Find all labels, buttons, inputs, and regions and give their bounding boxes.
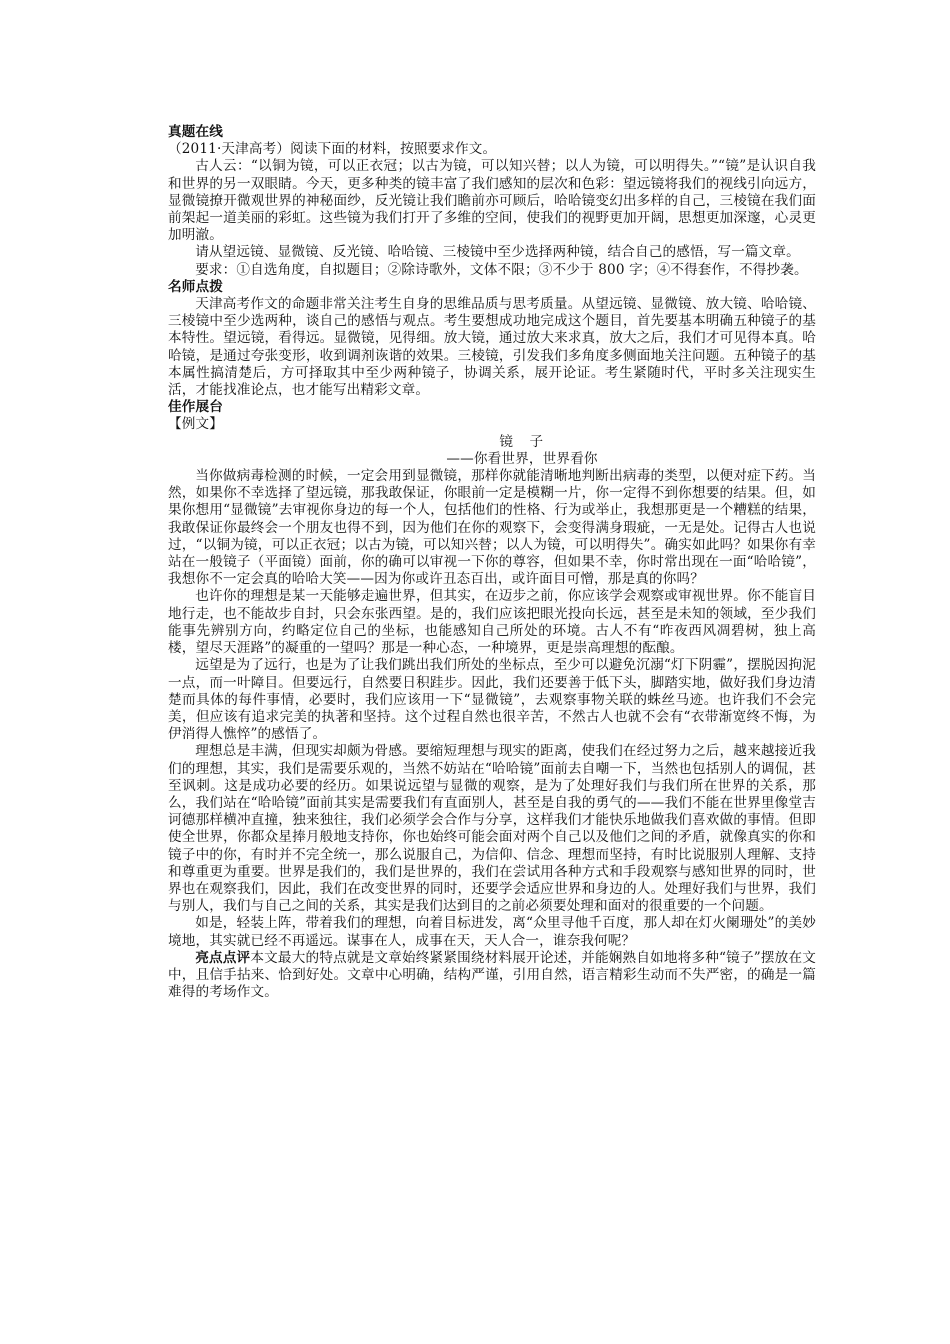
document-page <box>168 124 816 1001</box>
review-text: 本文最大的特点就是文章始终紧紧围绕材料展开论述，并能娴熟自如地将多种“镜子”摆放在文中，且信手拈来、恰到好处。文章中心明确，结构严谨，引用自然，语言精彩生动而不失严密，的确是一篇难得的考场作文。 <box>168 949 816 1001</box>
review-label: 亮点点评 <box>195 949 251 966</box>
article-title: 镜 子 <box>499 433 545 450</box>
section-title-zhenti: 真题在线 <box>168 124 223 140</box>
prompt-requirements: 要求：①自选角度，自拟题目；②除诗歌外，文体不限；③不少于 800 字；④不得套作，不得抄袭。 <box>195 261 808 278</box>
article-paragraph-5: 如是，轻装上阵，带着我们的理想，向着目标进发，离“众里寻他千百度，那人却在灯火阑珊处”的美妙境地，其实就已经不再遥远。谋事在人，成事在天，天人合一，谁奈我何呢？ <box>168 915 816 949</box>
section-title-mingshi: 名师点拨 <box>168 278 223 295</box>
article-paragraph-3: 远望是为了远行，也是为了让我们跳出我们所处的坐标点，至少可以避免沉溺“灯下阴霾”，摆脱因拘泥一点，而一叶障目。但要远行，自然要日积跬步。因此，我们还要善于低下头，脚踏实地，做好我们身边清楚而具体的每件事情，必要时，我们应该用一下“显微镜”，去观察事物关联的蛛丝马迹。也许我们不会完美，但应该有追求完美的执著和坚持。这个过程自然也很辛苦，不然古人也就不会有“衣带渐宽终不悔，为伊消得人憔悴”的感悟了。 <box>168 657 816 743</box>
example-tag: 【例文】 <box>168 416 223 433</box>
review-paragraph <box>168 950 816 1002</box>
article-paragraph-1: 当你做病毒检测的时候，一定会用到显微镜，那样你就能清晰地判断出病毒的类型，以便对症下药。当然，如果你不幸选择了望远镜，那我敢保证，你眼前一定是模糊一片，你一定得不到你想要的结果。但，如果你想用“显微镜”去审视你身边的每一个人，包括他们的性格、行为或举止，我想那更是一个糟糕的结果，我敢保证你最终会一个朋友也得不到，因为他们在你的观察下，会变得满身瑕疵，一无是处。记得古人也说过，“以铜为镜，可以正衣冠；以古为镜，可以知兴替；以人为镜，可以明得失”。确实如此吗？如果你有幸站在一般镜子（平面镜）面前，你的确可以审视一下你的尊容，但如果不幸，你时常出现在一面“哈哈镜”，我想你不一定会真的哈哈大笑——因为你或许丑态百出，或许面目可憎，那是真的你吗？ <box>168 468 816 588</box>
prompt-material: 古人云：“以铜为镜，可以正衣冠；以古为镜，可以知兴替；以人为镜，可以明得失。”“镜”是认识自我和世界的另一双眼睛。今天，更多种类的镜丰富了我们感知的层次和色彩：望远镜将我们的视线引向远方，显微镜撩开微观世界的神秘面纱，反光镜让我们瞻前亦可顾后，哈哈镜变幻出多样的自己，三棱镜在我们面前架起一道美丽的彩虹。这些镜为我们打开了多维的空间，使我们的视野更加开阔，思想更加深邃，心灵更加明澈。 <box>168 158 816 244</box>
teacher-guidance: 天津高考作文的命题非常关注考生自身的思维品质与思考质量。从望远镜、显微镜、放大镜、哈哈镜、三棱镜中至少选两种，谈自己的感悟与观点。考生要想成功地完成这个题目，首先要基本明确五种镜子的基本特性。望远镜，看得远。显微镜，见得细。放大镜，通过放大来求真，放大之后，我们才可见得本真。哈哈镜，是通过夸张变形，收到调剂诙谐的效果。三棱镜，引发我们多角度多侧面地关注问题。五种镜子的基本属性搞清楚后，方可择取其中至少两种镜子，协调关系，展开论证。考生紧随时代，平时多关注现实生活，才能找准论点，也才能写出精彩文章。 <box>168 296 816 399</box>
article-paragraph-4: 理想总是丰满，但现实却颇为骨感。要缩短理想与现实的距离，使我们在经过努力之后，越来越接近我们的理想，其实，我们是需要乐观的，当然不妨站在“哈哈镜”面前去自嘲一下，当然也包括别人的调侃，甚至讽刺。这是成功必要的经历。如果说远望与显微的观察，是为了处理好我们与我们所在世界的关系，那么，我们站在“哈哈镜”面前其实是需要我们有直面别人，甚至是自我的勇气的——我们不能在世界里像堂吉诃德那样横冲直撞，独来独往，我们必须学会合作与分享，这样我们才能快乐地做我们喜欢做的事情。但即使全世界，你都众星捧月般地支持你，你也始终可能会面对两个自己以及他们之间的矛盾，就像真实的你和镜子中的你，有时并不完全统一，那么说服自己，为信仰、信念、理想而坚持，有时比说服别人理解、支持和尊重更为重要。世界是我们的，我们是世界的，我们在尝试用各种方式和手段观察与感知世界的同时，世界也在观察我们，因此，我们在改变世界的同时，还要学会适应世界和身边的人。处理好我们与世界，我们与别人，我们与自己之间的关系，其实是我们达到目的之前必须要处理和面对的很重要的一个问题。 <box>168 743 816 915</box>
article-paragraph-2: 也许你的理想是某一天能够走遍世界，但其实，在迈步之前，你应该学会观察或审视世界。你不能盲目地行走，也不能故步自封，只会东张西望。是的，我们应该把眼光投向长远，甚至是未知的领域，至少我们能事先辨别方向，约略定位自己的坐标，也能感知自己所处的环境。古人不有“昨夜西风凋碧树，独上高楼，望尽天涯路”的凝重的一望吗？那是一种心态，一种境界，更是崇高理想的酝酿。 <box>168 588 816 657</box>
prompt-task: 请从望远镜、显微镜、反光镜、哈哈镜、三棱镜中至少选择两种镜，结合自己的感悟，写一篇文章。 <box>195 244 800 261</box>
section-title-jiazuo: 佳作展台 <box>168 399 223 416</box>
article-subtitle: ——你看世界，世界看你 <box>446 450 598 467</box>
prompt-source: （2011·天津高考）阅读下面的材料，按照要求作文。 <box>168 141 497 158</box>
